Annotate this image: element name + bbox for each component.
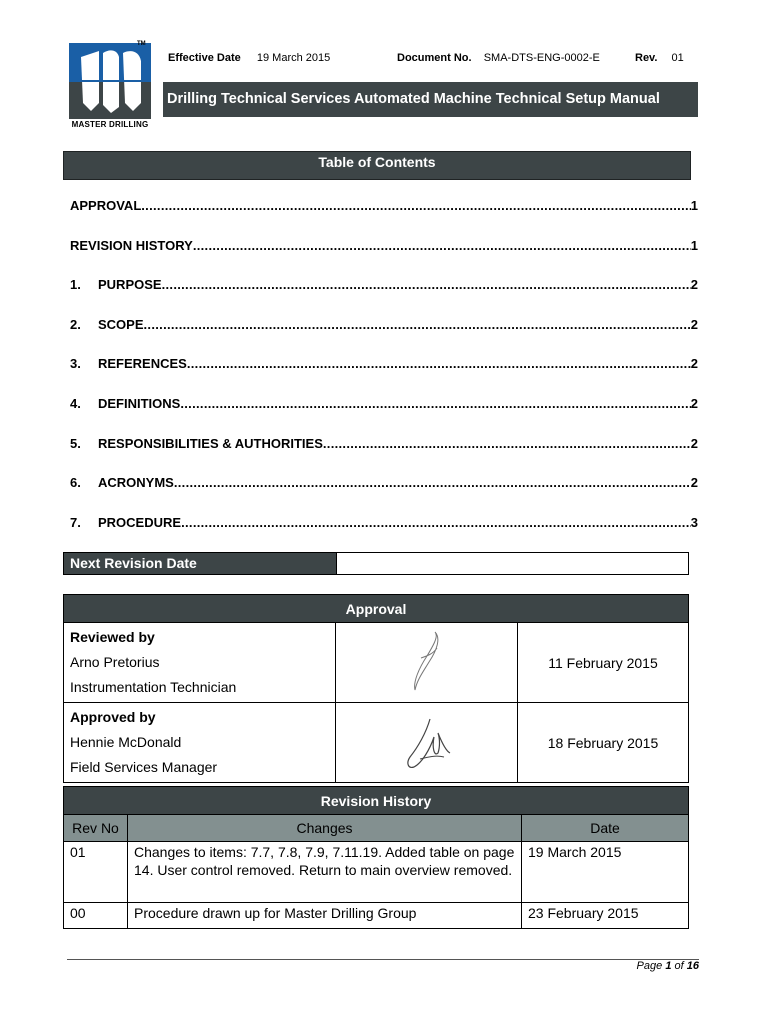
toc-entry-page: 2: [690, 475, 698, 490]
footer-divider: [67, 959, 699, 960]
next-revision-value: [336, 553, 688, 574]
toc-leader-dots: [174, 475, 691, 491]
approval-title: Approval: [64, 595, 689, 623]
reviewer-signature-cell: [336, 623, 518, 703]
table-row: [64, 703, 689, 783]
table-row: [64, 842, 689, 903]
toc-entry-label: REFERENCES: [98, 356, 187, 371]
toc-entry-number: 3.: [70, 356, 81, 371]
toc-entry-number: 6.: [70, 475, 81, 490]
toc-entry-number: 5.: [70, 436, 81, 451]
column-header-date: Date: [522, 815, 689, 842]
logo-text: MASTER DRILLING: [71, 120, 149, 129]
rev-no-cell: 01: [64, 842, 128, 903]
toc-leader-dots: [144, 317, 691, 333]
document-no-value: SMA-DTS-ENG-0002-E: [483, 52, 600, 64]
signature-icon: [400, 713, 454, 773]
toc-leader-dots: [141, 198, 691, 214]
revision-number: [635, 52, 684, 64]
toc-entry-page: 3: [690, 515, 698, 530]
toc-entry[interactable]: [70, 317, 698, 333]
toc-entry-number: 2.: [70, 317, 81, 332]
rev-value: 01: [671, 52, 684, 64]
toc-entry[interactable]: [70, 356, 698, 372]
of-word: of: [674, 960, 684, 972]
rev-label: Rev.: [635, 52, 658, 64]
table-row: [64, 903, 689, 929]
toc-entry-page: 2: [690, 277, 698, 292]
revision-history-title: Revision History: [64, 787, 689, 815]
toc-leader-dots: [193, 238, 691, 254]
approval-table: [63, 594, 689, 783]
toc-entry-page: 2: [690, 356, 698, 371]
toc-leader-dots: [181, 515, 691, 531]
page-number: [637, 960, 699, 972]
toc-entry-label: REVISION HISTORY: [70, 238, 193, 253]
reviewer-date: 11 February 2015: [518, 623, 689, 703]
toc-entry[interactable]: [70, 396, 698, 412]
toc-entry-page: 1: [690, 198, 698, 213]
toc-entry-label: SCOPE: [98, 317, 144, 332]
toc-entry-label: DEFINITIONS: [98, 396, 181, 411]
toc-leader-dots: [323, 436, 691, 452]
toc-entry[interactable]: [70, 475, 698, 491]
approver-name: Hennie McDonald: [70, 734, 182, 750]
approver-position: Field Services Manager: [70, 759, 218, 775]
toc-entry-label: APPROVAL: [70, 198, 142, 213]
toc-entry-number: 4.: [70, 396, 81, 411]
page-current: 1: [665, 960, 672, 972]
toc-entry-label: PURPOSE: [98, 277, 162, 292]
trademark-mark: TM: [137, 41, 146, 47]
reviewer-cell: [64, 623, 336, 703]
toc-entry-number: 1.: [70, 277, 81, 292]
signature-icon: [407, 628, 447, 698]
reviewed-by-label: Reviewed by: [70, 629, 155, 645]
document-no-label: Document No.: [397, 52, 472, 64]
date-cell: 23 February 2015: [522, 903, 689, 929]
toc-entry-page: 1: [690, 238, 698, 253]
toc-leader-dots: [180, 396, 690, 412]
table-row: [64, 623, 689, 703]
reviewer-position: Instrumentation Technician: [70, 679, 237, 695]
toc-entry-label: RESPONSIBILITIES & AUTHORITIES: [98, 436, 323, 451]
toc-entry[interactable]: [70, 515, 698, 531]
page-total: 16: [686, 960, 699, 972]
toc-entry[interactable]: [70, 238, 698, 254]
toc-entry[interactable]: [70, 436, 698, 452]
page-word: Page: [636, 960, 663, 972]
reviewer-name: Arno Pretorius: [70, 654, 160, 670]
approver-date: 18 February 2015: [518, 703, 689, 783]
column-header-changes: Changes: [128, 815, 522, 842]
toc-leader-dots: [162, 277, 691, 293]
next-revision-date: [63, 552, 689, 575]
toc-title: Table of Contents: [63, 151, 691, 180]
toc-entry-label: PROCEDURE: [98, 515, 182, 530]
revision-history-table: [63, 786, 689, 929]
company-logo: [69, 43, 151, 133]
toc-entry[interactable]: [70, 198, 698, 214]
effective-date-label: Effective Date: [168, 52, 241, 64]
approved-by-label: Approved by: [70, 709, 156, 725]
date-cell: 19 March 2015: [522, 842, 689, 903]
toc-entry-number: 7.: [70, 515, 81, 530]
toc-entry-page: 2: [690, 317, 698, 332]
toc-entry-page: 2: [690, 436, 698, 451]
toc-entry[interactable]: [70, 277, 698, 293]
changes-cell: Changes to items: 7.7, 7.8, 7.9, 7.11.19. Added table on page 14. User control removed. Return to main overview removed.: [128, 842, 522, 903]
changes-cell: Procedure drawn up for Master Drilling Group: [128, 903, 522, 929]
approver-cell: [64, 703, 336, 783]
document-number: [397, 52, 600, 64]
toc-leader-dots: [187, 356, 691, 372]
effective-date-value: 19 March 2015: [256, 52, 331, 64]
rev-no-cell: 00: [64, 903, 128, 929]
toc-entry-page: 2: [690, 396, 698, 411]
effective-date: [168, 52, 330, 64]
table-header-row: [64, 815, 689, 842]
master-drilling-logo-icon: [69, 43, 151, 119]
toc-entry-label: ACRONYMS: [98, 475, 174, 490]
approver-signature-cell: [336, 703, 518, 783]
column-header-rev-no: Rev No: [64, 815, 128, 842]
next-revision-label: Next Revision Date: [64, 553, 336, 574]
document-title: Drilling Technical Services Automated Machine Technical Setup Manual: [163, 82, 698, 117]
